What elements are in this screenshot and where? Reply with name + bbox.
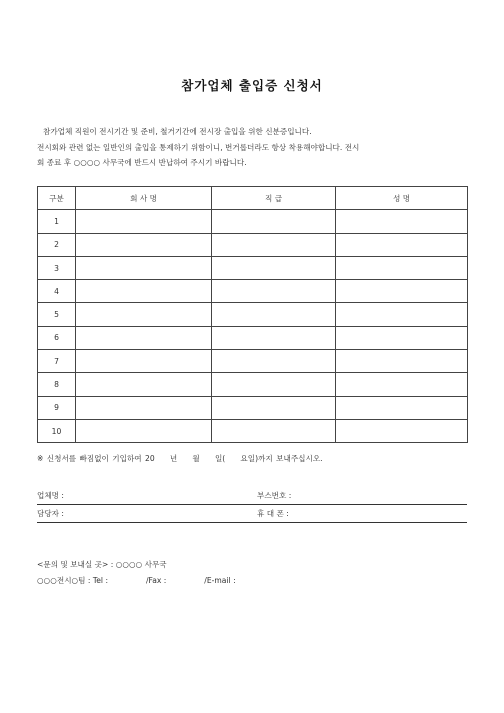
position-cell[interactable] <box>212 280 336 303</box>
company-booth-row <box>37 488 467 505</box>
company-name-cell[interactable] <box>76 233 212 256</box>
table-row <box>38 373 468 396</box>
row-number: 6 <box>38 326 76 349</box>
manager-mobile-row <box>37 506 467 523</box>
name-cell[interactable] <box>336 326 468 349</box>
header-division: 구분 <box>38 187 76 210</box>
position-cell[interactable] <box>212 303 336 326</box>
mobile-label: 휴 대 폰 : <box>257 509 289 518</box>
intro-line-2: 전시회와 관련 없는 일반인의 출입을 통제하기 위함이니, 번거롭더라도 항상 착용해야합니다. 전시 <box>37 142 360 152</box>
table-row <box>38 326 468 349</box>
table-row <box>38 396 468 419</box>
name-cell[interactable] <box>336 303 468 326</box>
header-full-name: 성 명 <box>336 187 468 210</box>
header-position: 직 급 <box>212 187 336 210</box>
intro-line-3: 회 종료 후 ○○○○ 사무국에 반드시 반납하여 주시기 바랍니다. <box>37 158 247 167</box>
row-number: 2 <box>38 233 76 256</box>
name-cell[interactable] <box>336 350 468 373</box>
row-number: 9 <box>38 396 76 419</box>
document-title: 참가업체 출입증 신청서 <box>181 78 323 93</box>
intro-line-1: 참가업체 직원이 전시기간 및 준비, 철거기간에 전시장 출입을 위한 신분증입니다. <box>43 127 312 136</box>
submission-note: ※ 신청서를 빠짐없이 기입하여 20 년 월 일( 요일)까지 보내주십시오. <box>37 454 323 463</box>
name-cell[interactable] <box>336 233 468 256</box>
position-cell[interactable] <box>212 373 336 396</box>
contact-line-1: <문의 및 보내실 곳> : ○○○○ 사무국 <box>37 560 167 569</box>
table-row <box>38 210 468 233</box>
table-row <box>38 256 468 279</box>
name-cell[interactable] <box>336 396 468 419</box>
company-name-cell[interactable] <box>76 256 212 279</box>
booth-number-label: 부스번호 : <box>257 491 292 500</box>
company-name-cell[interactable] <box>76 419 212 442</box>
position-cell[interactable] <box>212 210 336 233</box>
row-number: 8 <box>38 373 76 396</box>
position-cell[interactable] <box>212 396 336 419</box>
table-row <box>38 303 468 326</box>
position-cell[interactable] <box>212 326 336 349</box>
name-cell[interactable] <box>336 419 468 442</box>
position-cell[interactable] <box>212 233 336 256</box>
company-name-cell[interactable] <box>76 326 212 349</box>
table-row <box>38 350 468 373</box>
row-number: 4 <box>38 280 76 303</box>
name-cell[interactable] <box>336 210 468 233</box>
contact-line-2: ○○○전시○팀 : Tel : /Fax : /E-mail : <box>37 576 236 585</box>
manager-label: 담당자 : <box>37 509 64 518</box>
position-cell[interactable] <box>212 350 336 373</box>
company-name-cell[interactable] <box>76 280 212 303</box>
position-cell[interactable] <box>212 419 336 442</box>
company-name-cell[interactable] <box>76 396 212 419</box>
header-company-name: 회 사 명 <box>76 187 212 210</box>
name-cell[interactable] <box>336 280 468 303</box>
row-number: 5 <box>38 303 76 326</box>
company-name-cell[interactable] <box>76 350 212 373</box>
table-row <box>38 419 468 442</box>
company-name-cell[interactable] <box>76 210 212 233</box>
name-cell[interactable] <box>336 373 468 396</box>
table-header-row <box>38 187 468 210</box>
row-number: 1 <box>38 210 76 233</box>
table-row <box>38 280 468 303</box>
name-cell[interactable] <box>336 256 468 279</box>
position-cell[interactable] <box>212 256 336 279</box>
intro-paragraph <box>37 124 467 171</box>
table-row <box>38 233 468 256</box>
row-number: 3 <box>38 256 76 279</box>
row-number: 10 <box>38 419 76 442</box>
company-name-cell[interactable] <box>76 373 212 396</box>
row-number: 7 <box>38 350 76 373</box>
application-table <box>37 186 468 443</box>
company-label: 업체명 : <box>37 491 64 500</box>
company-name-cell[interactable] <box>76 303 212 326</box>
